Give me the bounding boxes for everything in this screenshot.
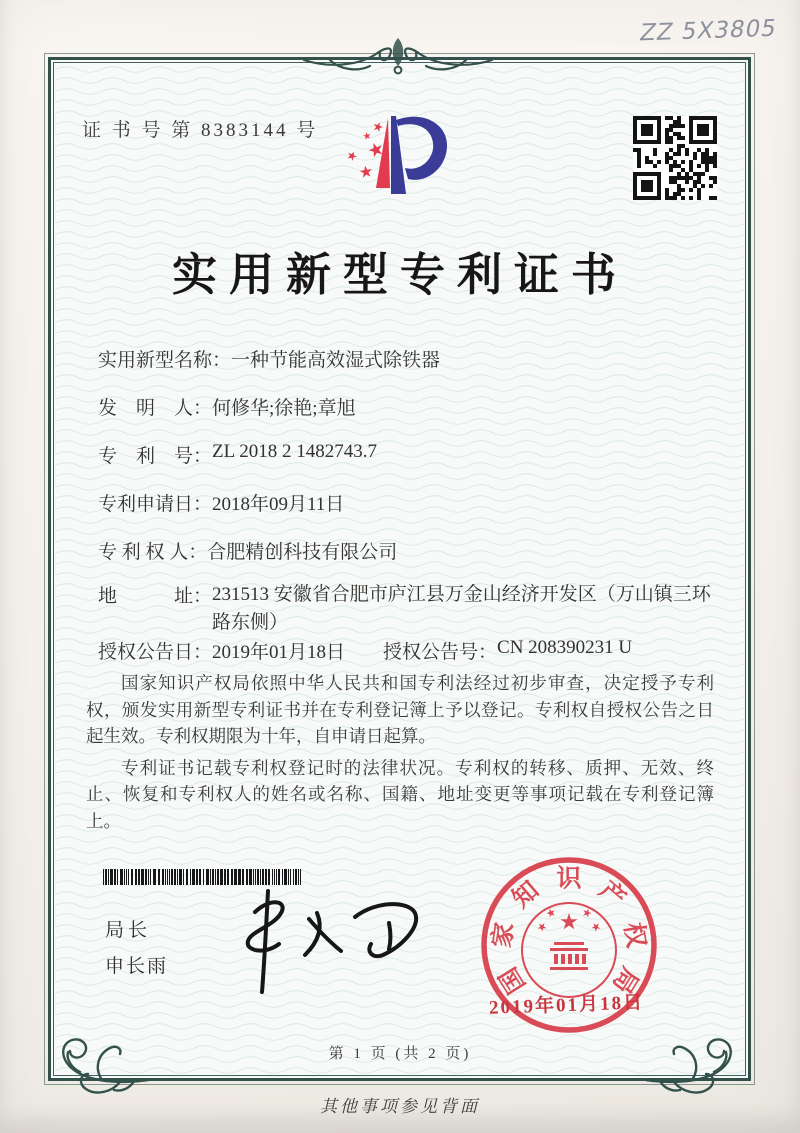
signature-shen-changyu: [213, 882, 423, 1000]
field-value: 231513 安徽省合肥市庐江县万金山经济开发区（万山镇三环路东侧）: [212, 584, 711, 633]
field-address: [98, 581, 712, 637]
svg-text:产: 产: [593, 876, 631, 914]
field-label: 专利申请日：: [98, 494, 213, 515]
seal-date: 2019年01月18日: [488, 992, 645, 1019]
field-patentee: [98, 537, 397, 564]
field-grant-number: [383, 637, 632, 664]
svg-text:国: 国: [494, 962, 532, 998]
field-label: 实用新型名称：: [98, 350, 232, 371]
certificate-number: 证 书 号 第 8383144 号: [82, 120, 319, 141]
field-label: 授权公告日：: [98, 642, 213, 663]
svg-text:局: 局: [606, 962, 644, 998]
field-value: 一种节能高效湿式除铁器: [231, 350, 441, 371]
handwritten-code: ZZ 5X3805: [637, 15, 780, 47]
national-emblem-icon: [536, 907, 603, 970]
field-label: 专 利 号：: [98, 446, 213, 467]
field-label: 发 明 人：: [98, 398, 213, 419]
svg-text:家: 家: [488, 920, 520, 950]
svg-text:权: 权: [618, 920, 650, 950]
field-filing-date: [98, 489, 344, 516]
field-value: 合肥精创科技有限公司: [207, 542, 398, 563]
field-value: CN 208390231 U: [497, 637, 633, 658]
signer-title: 局长: [105, 920, 152, 941]
field-label: 专 利 权 人：: [98, 542, 208, 563]
legal-paragraph-1: 国家知识产权局依照中华人民共和国专利法经过初步审查，决定授予专利权，颁发实用新型专利证书并在专利登记簿上予以登记。专利权自授权公告之日起生效。专利权期限为十年，自申请日起算。: [86, 673, 714, 746]
cnipa-logo-icon: [338, 112, 462, 216]
field-utility-model-name: [98, 345, 440, 372]
certificate-title: 实用新型专利证书: [171, 250, 628, 300]
field-label: 地 址：: [98, 586, 213, 607]
qr-code: [633, 116, 717, 200]
field-value: 2019年01月18日: [212, 642, 346, 663]
field-label: 授权公告号：: [383, 642, 498, 663]
field-grant-date: [98, 637, 345, 664]
legal-paragraph-2: 专利证书记载专利权登记时的法律状况。专利权的转移、质押、无效、终止、恢复和专利权人的姓名或名称、国籍、地址变更等事项记载在专利登记簿上。: [86, 757, 714, 831]
svg-text:知: 知: [507, 876, 545, 914]
field-inventors: [98, 393, 356, 420]
field-value: 何修华;徐艳;章旭: [212, 398, 356, 419]
page-info: 第 1 页 (共 2 页): [328, 1046, 472, 1062]
field-value: ZL 2018 2 1482743.7: [212, 441, 378, 462]
field-value: 2018年09月11日: [212, 494, 345, 515]
svg-text:识: 识: [556, 865, 582, 893]
field-patent-number: [98, 441, 377, 468]
signer-name: 申长雨: [105, 956, 169, 977]
legal-paragraphs: [86, 670, 714, 839]
back-note: 其他事项参见背面: [320, 1097, 480, 1116]
